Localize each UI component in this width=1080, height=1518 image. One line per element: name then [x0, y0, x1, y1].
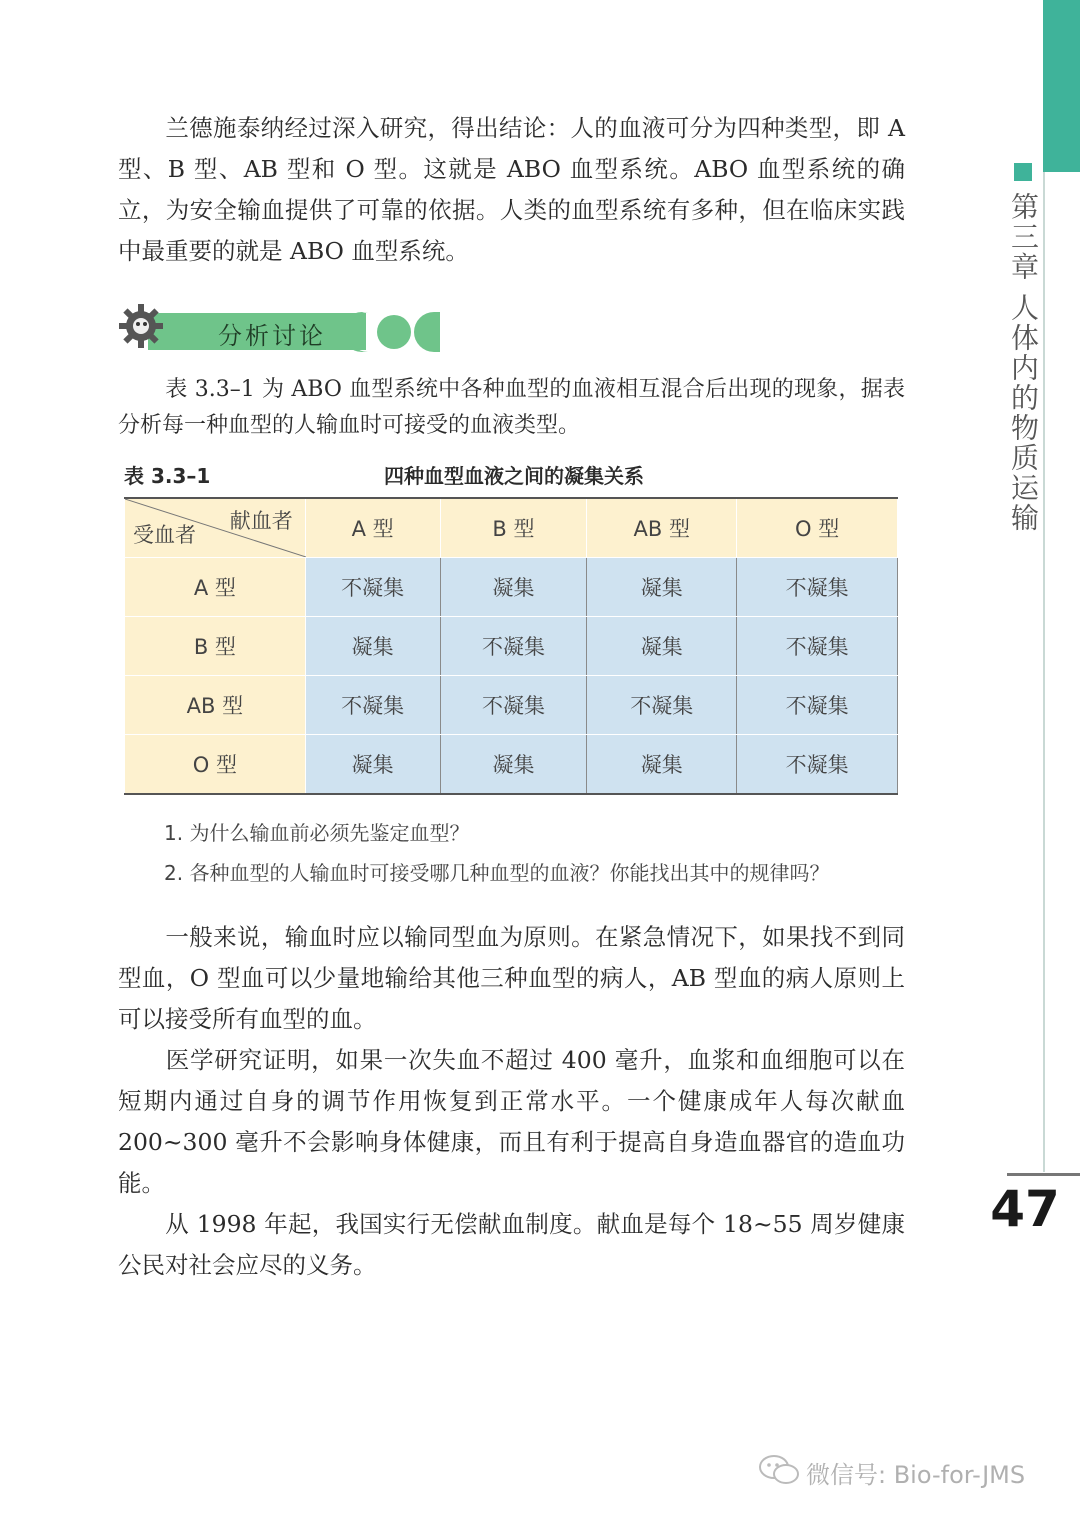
- table-row: [125, 735, 898, 795]
- page-number: 47: [990, 1180, 1060, 1238]
- discussion-title: 分析讨论: [218, 322, 326, 350]
- discussion-question: 1. 为什么输血前必须先鉴定血型？: [164, 821, 470, 845]
- column-header: A 型: [305, 498, 440, 558]
- table-cell: 不凝集: [587, 676, 737, 735]
- wechat-icon: [757, 1452, 801, 1488]
- row-header: B 型: [125, 617, 306, 676]
- agglutination-table: [124, 497, 898, 795]
- table-cell: 凝集: [587, 735, 737, 795]
- table-row: [125, 676, 898, 735]
- table-title: 四种血型血液之间的凝集关系: [384, 464, 644, 488]
- table-cell: 凝集: [587, 558, 737, 617]
- page-number-rule: [1007, 1173, 1080, 1176]
- table-corner-cell: [125, 498, 306, 558]
- table-cell: 不凝集: [737, 735, 898, 795]
- discussion-intro: 表 3.3–1 为 ABO 血型系统中各种血型的血液相互混合后出现的现象，据表分析每一种血型的人输血时可接受的血液类型。: [118, 377, 905, 438]
- chapter-title: 第三章 人体内的物质运输: [1007, 192, 1040, 533]
- chapter-marker-icon: [1014, 163, 1032, 181]
- donor-label: 献血者: [229, 509, 293, 533]
- margin-divider: [1043, 172, 1045, 1172]
- table-header-row: [125, 498, 898, 558]
- paragraph-1: 兰德施泰纳经过深入研究，得出结论：人的血液可分为四种类型，即 A 型、B 型、AB 型和 O 型。这就是 ABO 血型系统。ABO 血型系统的确立，为安全输血提供了可靠的依据。人类的血型系统有多种，但在临床实践中最重要的就是 ABO 血型系统。: [118, 114, 905, 265]
- table-cell: 不凝集: [737, 617, 898, 676]
- table-cell: 凝集: [440, 558, 587, 617]
- discussion-question: 2. 各种血型的人输血时可接受哪几种血型的血液？你能找出其中的规律吗？: [164, 861, 830, 885]
- table-cell: 凝集: [440, 735, 587, 795]
- chapter-color-tab: [1043, 0, 1080, 172]
- table-number: 表 3.3–1: [124, 464, 211, 488]
- paragraph-3: 医学研究证明，如果一次失血不超过 400 毫升，血浆和血细胞可以在短期内通过自身的调节作用恢复到正常水平。一个健康成年人每次献血 200~300 毫升不会影响身体健康，而且有利于提高自身造血器官的造血功能。: [118, 1046, 905, 1197]
- table-cell: 不凝集: [305, 558, 440, 617]
- discussion-decoration-icon: [348, 310, 443, 354]
- table-cell: 不凝集: [440, 617, 587, 676]
- column-header: B 型: [440, 498, 587, 558]
- table-cell: 不凝集: [737, 558, 898, 617]
- table-row: [125, 558, 898, 617]
- table-cell: 凝集: [587, 617, 737, 676]
- paragraph-2: 一般来说，输血时应以输同型血为原则。在紧急情况下，如果找不到同型血，O 型血可以少量地输给其他三种血型的病人，AB 型血的病人原则上可以接受所有血型的血。: [118, 923, 905, 1033]
- column-header: O 型: [737, 498, 898, 558]
- table-cell: 不凝集: [737, 676, 898, 735]
- column-header: AB 型: [587, 498, 737, 558]
- table-cell: 凝集: [305, 735, 440, 795]
- row-header: O 型: [125, 735, 306, 795]
- gear-icon: [117, 302, 165, 350]
- table-cell: 凝集: [305, 617, 440, 676]
- table-cell: 不凝集: [440, 676, 587, 735]
- row-header: A 型: [125, 558, 306, 617]
- table-cell: 不凝集: [305, 676, 440, 735]
- paragraph-4: 从 1998 年起，我国实行无偿献血制度。献血是每个 18~55 周岁健康公民对社会应尽的义务。: [118, 1210, 905, 1279]
- recipient-label: 受血者: [133, 523, 196, 547]
- table-row: [125, 617, 898, 676]
- row-header: AB 型: [125, 676, 306, 735]
- watermark-text: 微信号: Bio-for-JMS: [806, 1461, 1026, 1489]
